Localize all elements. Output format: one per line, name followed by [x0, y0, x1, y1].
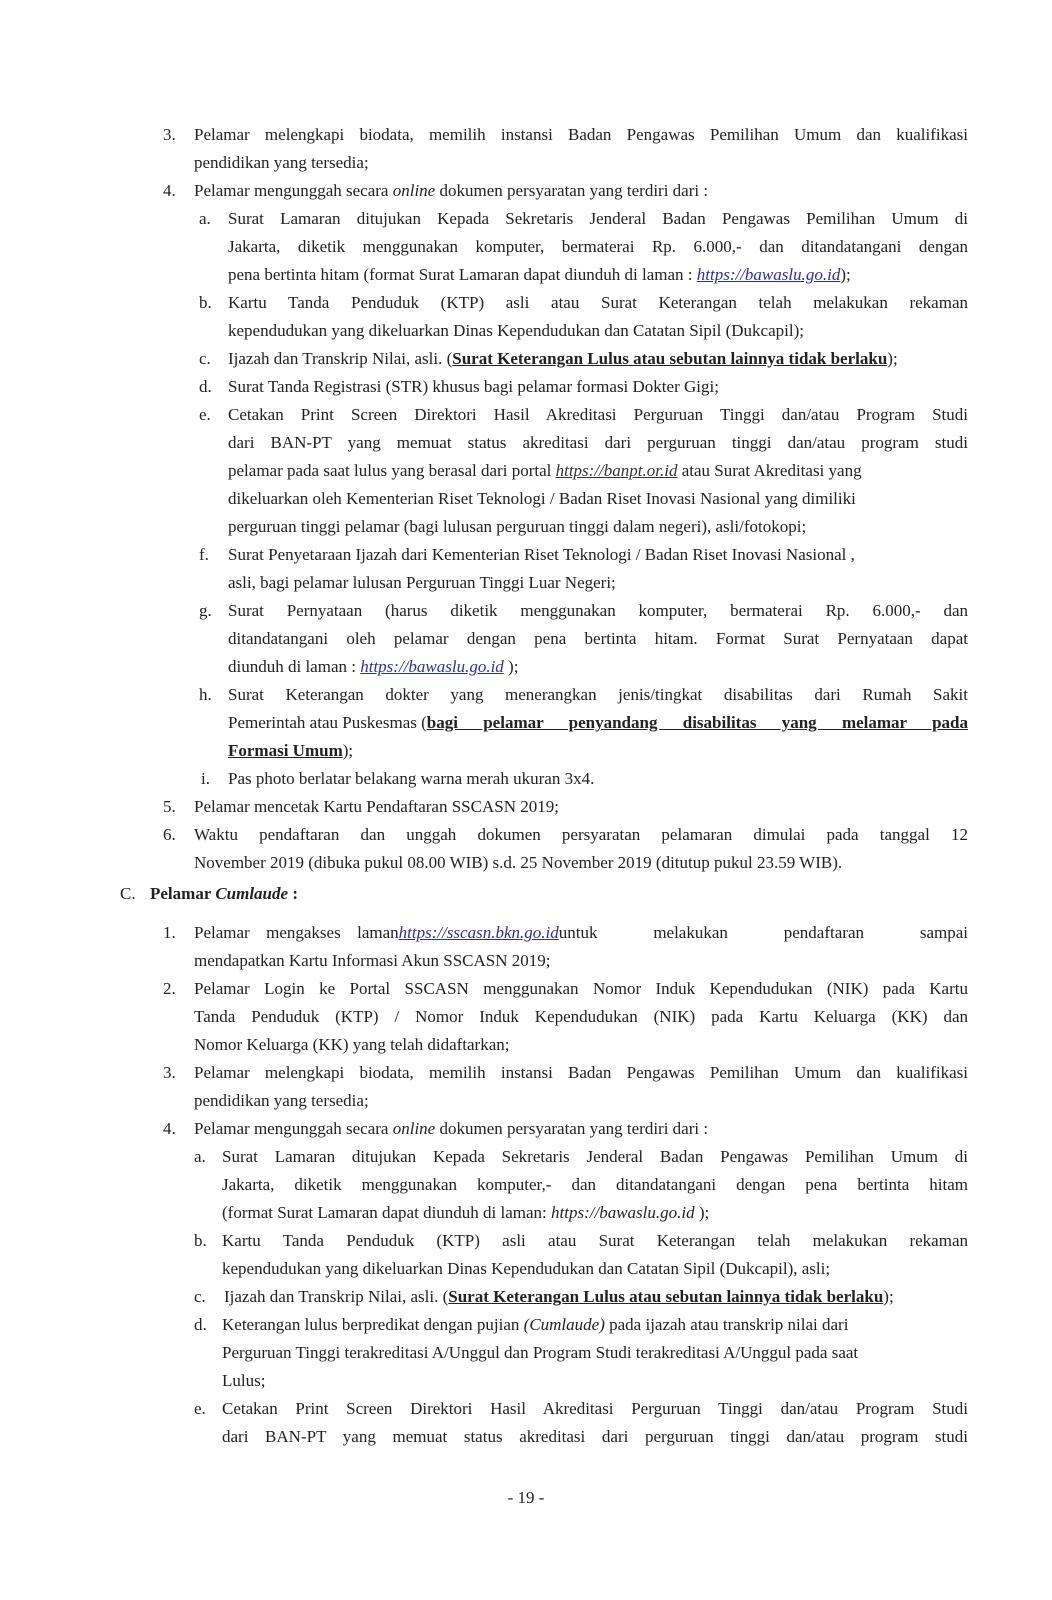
text: Pemerintah atau Puskesmas ( [228, 713, 427, 732]
list-number: 4. [163, 1119, 176, 1138]
text: atau Surat Akreditasi yang [677, 461, 862, 480]
sub-item-text: Kartu Tanda Penduduk (KTP) asli atau Surat Keterangan telah melakukan rekaman [228, 293, 968, 312]
sub-label: i. [201, 769, 210, 788]
text: Pelamar mengakses laman [194, 923, 399, 942]
text: Pelamar mengunggah secara [194, 181, 393, 200]
sub-label: e. [199, 405, 211, 424]
list-item-text: Pelamar Login ke Portal SSCASN menggunakan Nomor Induk Kependudukan (NIK) pada Kartu [194, 979, 968, 998]
sub-label: d. [199, 377, 212, 396]
emphasis-text: Formasi Umum [228, 741, 343, 760]
text: pelamar pada saat lulus yang berasal dari portal [228, 461, 556, 480]
sub-item-text [222, 1314, 848, 1336]
sub-label: g. [199, 601, 212, 620]
text: Ijazah dan Transkrip Nilai, asli. ( [224, 1287, 449, 1306]
sub-item-text: Surat Pernyataan (harus diketik menggunakan komputer, bermaterai Rp. 6.000,- dan [228, 601, 968, 620]
list-item-text: pendidikan yang tersedia; [194, 1091, 369, 1110]
sub-label: b. [194, 1231, 207, 1250]
bawaslu-link[interactable]: https://bawaslu.go.id [696, 265, 841, 284]
section-heading [150, 883, 298, 905]
emphasis-text: bagi pelamar penyandang disabilitas yang melamar pada [426, 713, 968, 732]
emphasis-text: Surat Keterangan Lulus atau sebutan lainnya tidak berlaku [452, 349, 888, 368]
sub-item-text: Cetakan Print Screen Direktori Hasil Akreditasi Perguruan Tinggi dan/atau Program Studi [228, 405, 968, 424]
text: Keterangan lulus berpredikat dengan pujian [222, 1315, 524, 1334]
text: untuk melakukan pendaftaran sampai [558, 923, 968, 942]
sub-item-text [224, 1286, 894, 1308]
list-item-text: mendapatkan Kartu Informasi Akun SSCASN 2019; [194, 951, 551, 970]
text: ); [503, 657, 519, 676]
text: ); [840, 265, 851, 284]
sub-label: h. [199, 685, 212, 704]
list-item-text: pendidikan yang tersedia; [194, 153, 369, 172]
sub-item-text: Surat Penyetaraan Ijazah dari Kementerian Riset Teknologi / Badan Riset Inovasi Nasional , [228, 545, 855, 564]
list-item-text: Nomor Keluarga (KK) yang telah didaftarkan; [194, 1035, 510, 1054]
sub-item-text: Lulus; [222, 1371, 266, 1390]
sub-item-text [228, 740, 353, 762]
sub-item-text [228, 264, 851, 286]
sub-label: d. [194, 1315, 207, 1334]
text: Pelamar [150, 884, 216, 903]
list-item-text: Pelamar melengkapi biodata, memilih instansi Badan Pengawas Pemilihan Umum dan kualifikasi [194, 125, 968, 144]
list-item-text: Waktu pendaftaran dan unggah dokumen persyaratan pelamaran dimulai pada tanggal 12 [194, 825, 968, 844]
text: diunduh di laman : [228, 657, 361, 676]
text: (format Surat Lamaran dapat diunduh di laman: [222, 1203, 552, 1222]
text: : [288, 884, 298, 903]
text: Pelamar mengunggah secara [194, 1119, 393, 1138]
text: pena bertinta hitam (format Surat Lamaran dapat diunduh di laman : [228, 265, 697, 284]
text: pada ijazah atau transkrip nilai dari [604, 1315, 849, 1334]
sub-item-text: dari BAN-PT yang memuat status akreditasi dari perguruan tinggi dan/atau program studi [228, 433, 968, 452]
sub-item-text: asli, bagi pelamar lulusan Perguruan Tinggi Luar Negeri; [228, 573, 616, 592]
sub-item-text: Surat Keterangan dokter yang menerangkan jenis/tingkat disabilitas dari Rumah Sakit [228, 685, 968, 704]
list-number: 2. [163, 979, 176, 998]
sub-item-text: Pas photo berlatar belakang warna merah ukuran 3x4. [228, 769, 595, 788]
banpt-link[interactable]: https://banpt.or.id [555, 461, 678, 480]
list-item-text: Pelamar mencetak Kartu Pendaftaran SSCASN 2019; [194, 797, 559, 816]
sub-label: f. [199, 545, 209, 564]
sub-item-text: dari BAN-PT yang memuat status akreditasi dari perguruan tinggi dan/atau program studi [222, 1427, 968, 1446]
list-item-text [194, 1118, 708, 1140]
list-item-text [194, 922, 968, 944]
sub-item-text: Surat Lamaran ditujukan Kepada Sekretaris Jenderal Badan Pengawas Pemilihan Umum di [222, 1147, 968, 1166]
list-item-text: Pelamar melengkapi biodata, memilih instansi Badan Pengawas Pemilihan Umum dan kualifikasi [194, 1063, 968, 1082]
list-number: 6. [163, 825, 176, 844]
sub-item-text [222, 1202, 709, 1224]
italic-text: Cumlaude [215, 884, 289, 903]
text: ); [887, 349, 898, 368]
text: dokumen persyaratan yang terdiri dari : [435, 1119, 709, 1138]
sub-item-text: kependudukan yang dikeluarkan Dinas Kependudukan dan Catatan Sipil (Dukcapil); [228, 321, 804, 340]
list-number: 1. [163, 923, 176, 942]
italic-text: (Cumlaude) [523, 1315, 605, 1334]
list-item-text [194, 180, 708, 202]
list-number: 5. [163, 797, 176, 816]
list-number: 3. [163, 125, 176, 144]
italic-text: online [392, 181, 436, 200]
page-number: - 19 - [507, 1488, 545, 1507]
text: ); [883, 1287, 894, 1306]
sub-item-text [228, 712, 968, 734]
text: ); [694, 1203, 710, 1222]
sub-label: c. [194, 1287, 206, 1306]
sub-label: c. [199, 349, 211, 368]
sub-item-text: Jakarta, diketik menggunakan komputer, bermaterai Rp. 6.000,- dan ditandatangani dengan [228, 237, 968, 256]
sub-label: e. [194, 1399, 206, 1418]
section-label: C. [120, 884, 136, 903]
sub-item-text: Surat Tanda Registrasi (STR) khusus bagi pelamar formasi Dokter Gigi; [228, 377, 719, 396]
sub-item-text: Perguruan Tinggi terakreditasi A/Unggul dan Program Studi terakreditasi A/Unggul pada saat [222, 1343, 859, 1362]
sub-item-text [228, 348, 898, 370]
sub-item-text [228, 656, 518, 678]
italic-url-text: https://bawaslu.go.id [551, 1203, 695, 1222]
sscasn-link[interactable]: https://sscasn.bkn.go.id [398, 923, 559, 942]
sub-item-text: Jakarta, diketik menggunakan komputer,- dan ditandatangani dengan pena bertinta hitam [222, 1175, 968, 1194]
list-item-text: Tanda Penduduk (KTP) / Nomor Induk Kependudukan (NIK) pada Kartu Keluarga (KK) dan [194, 1007, 968, 1026]
text: Ijazah dan Transkrip Nilai, asli. ( [228, 349, 453, 368]
sub-item-text: ditandatangani oleh pelamar dengan pena bertinta hitam. Format Surat Pernyataan dapat [228, 629, 968, 648]
sub-item-text: Surat Lamaran ditujukan Kepada Sekretaris Jenderal Badan Pengawas Pemilihan Umum di [228, 209, 968, 228]
sub-label: a. [194, 1147, 206, 1166]
list-number: 3. [163, 1063, 176, 1082]
sub-item-text: Cetakan Print Screen Direktori Hasil Akreditasi Perguruan Tinggi dan/atau Program Studi [222, 1399, 968, 1418]
sub-item-text: dikeluarkan oleh Kementerian Riset Teknologi / Badan Riset Inovasi Nasional yang dimiliki [228, 489, 856, 508]
sub-item-text: Kartu Tanda Penduduk (KTP) asli atau Surat Keterangan telah melakukan rekaman [222, 1231, 968, 1250]
italic-text: online [392, 1119, 436, 1138]
sub-item-text: kependudukan yang dikeluarkan Dinas Kependudukan dan Catatan Sipil (Dukcapil), asli; [222, 1259, 831, 1278]
sub-label: a. [199, 209, 211, 228]
list-item-text: November 2019 (dibuka pukul 08.00 WIB) s.d. 25 November 2019 (ditutup pukul 23.59 WIB). [194, 853, 843, 872]
emphasis-text: Surat Keterangan Lulus atau sebutan lainnya tidak berlaku [448, 1287, 884, 1306]
sub-item-text: perguruan tinggi pelamar (bagi lulusan perguruan tinggi dalam negeri), asli/fotokopi; [228, 517, 807, 536]
text: ); [342, 741, 354, 760]
sub-item-text [228, 460, 862, 482]
list-number: 4. [163, 181, 176, 200]
sub-label: b. [199, 293, 212, 312]
bawaslu-link[interactable]: https://bawaslu.go.id [360, 657, 504, 676]
text: dokumen persyaratan yang terdiri dari : [435, 181, 709, 200]
